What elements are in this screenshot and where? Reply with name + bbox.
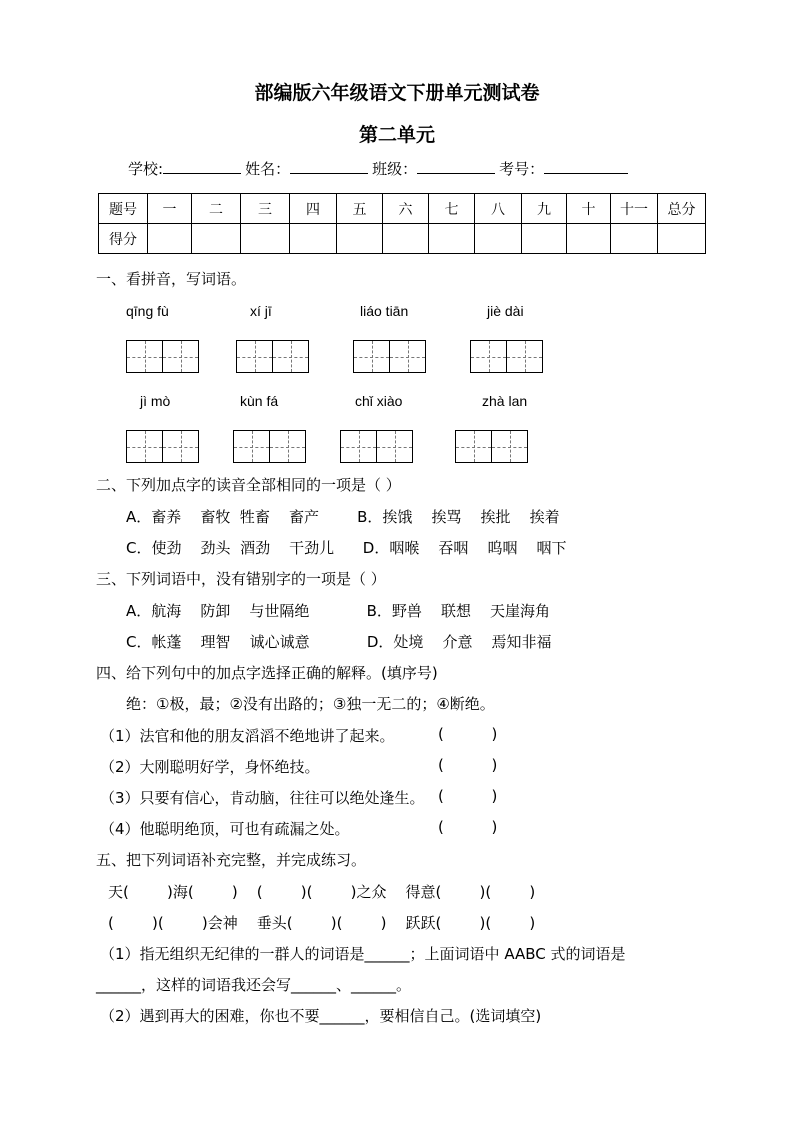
score-header-cell: 三 [241, 194, 290, 224]
writing-grid[interactable] [455, 430, 527, 463]
pinyin-label: zhà lan [482, 393, 528, 409]
pinyin-label: qīng fù [126, 303, 169, 319]
score-header-label: 题号 [99, 194, 148, 224]
q5-sub1-line1: （1）指无组织无纪律的一群人的词语是______；上面词语中 AABC 式的词语是 [100, 945, 626, 963]
writing-grid[interactable] [470, 340, 542, 373]
student-info-line [128, 158, 632, 179]
tian-grid-cell[interactable] [491, 430, 528, 463]
q5-sub2: （2）遇到再大的困难，你也不要______，要相信自己。(选词填空) [100, 1007, 542, 1025]
tian-grid-cell[interactable] [269, 430, 306, 463]
score-cell [567, 224, 611, 254]
q2-options-ab: A．畜养 畜牧 牲畜 畜产 B．挨饿 挨骂 挨批 挨着 [126, 508, 560, 526]
score-header-cell: 十一 [611, 194, 658, 224]
name-blank [290, 159, 368, 174]
pinyin-label: jì mò [140, 393, 171, 409]
pinyin-label: chǐ xiào [355, 393, 403, 409]
writing-grid[interactable] [353, 340, 425, 373]
writing-grid[interactable] [236, 340, 308, 373]
q2-options-cd: C．使劲 劲头 酒劲 干劲儿 D．咽喉 吞咽 呜咽 咽下 [126, 539, 567, 557]
tian-grid-cell[interactable] [389, 340, 426, 373]
q1-heading: 一、看拼音，写词语。 [96, 270, 247, 288]
q5-idiom-row-2: ( )( )会神 垂头( )( ) 跃跃( )( ) [108, 914, 536, 932]
tian-grid-cell[interactable] [272, 340, 309, 373]
tian-grid-cell[interactable] [236, 340, 273, 373]
exam-no-blank [544, 159, 628, 174]
writing-grid[interactable] [126, 340, 198, 373]
q4-item-4: （4）他聪明绝顶，可也有疏漏之处。 [100, 820, 350, 838]
score-table [98, 193, 706, 254]
score-header-cell: 二 [192, 194, 241, 224]
page-title: 部编版六年级语文下册单元测试卷 [254, 82, 540, 104]
score-header-cell: 九 [522, 194, 567, 224]
pinyin-label: jiè dài [487, 303, 524, 319]
school-label: 学校: [128, 160, 164, 178]
tian-grid-cell[interactable] [506, 340, 543, 373]
q3-options-ab: A．航海 防卸 与世隔绝 B．野兽 联想 天崖海角 [126, 602, 551, 620]
q5-idiom-row-1: 天( )海( ) ( )( )之众 得意( )( ) [108, 883, 536, 901]
score-cell [475, 224, 522, 254]
tian-grid-cell[interactable] [455, 430, 492, 463]
tian-grid-cell[interactable] [376, 430, 413, 463]
score-cell [611, 224, 658, 254]
q5-heading: 五、把下列词语补充完整，并完成练习。 [96, 851, 367, 869]
score-value-row [99, 224, 706, 254]
score-row-label: 得分 [99, 224, 148, 254]
writing-grid[interactable] [233, 430, 305, 463]
q4-answer-paren-1: ( ) [438, 725, 498, 743]
q4-answer-paren-3: ( ) [438, 787, 498, 805]
name-label: 姓名： [245, 160, 291, 178]
tian-grid-cell[interactable] [162, 430, 199, 463]
q3-heading: 三、下列词语中，没有错别字的一项是（ ） [96, 570, 386, 588]
q3-options-cd: C．帐蓬 理智 诚心诚意 D．处境 介意 焉知非福 [126, 633, 552, 651]
score-cell [148, 224, 192, 254]
q4-item-3: （3）只要有信心，肯动脑，往往可以绝处逢生。 [100, 789, 425, 807]
q4-item-1: （1）法官和他的朋友滔滔不绝地讲了起来。 [100, 727, 395, 745]
tian-grid-cell[interactable] [126, 340, 163, 373]
q4-heading: 四、给下列句中的加点字选择正确的解释。(填序号) [96, 664, 438, 682]
tian-grid-cell[interactable] [233, 430, 270, 463]
score-header-cell: 一 [148, 194, 192, 224]
tian-grid-cell[interactable] [126, 430, 163, 463]
pinyin-label: liáo tiān [360, 303, 409, 319]
score-cell [337, 224, 383, 254]
class-label: 班级： [372, 160, 418, 178]
score-header-cell: 总分 [658, 194, 706, 224]
score-header-cell: 七 [429, 194, 475, 224]
writing-grid[interactable] [340, 430, 412, 463]
q4-answer-paren-2: ( ) [438, 756, 498, 774]
pinyin-label: kùn fá [240, 393, 279, 409]
q2-heading: 二、下列加点字的读音全部相同的一项是（ ） [96, 476, 401, 494]
tian-grid-cell[interactable] [470, 340, 507, 373]
score-header-cell: 六 [383, 194, 429, 224]
score-header-cell: 八 [475, 194, 522, 224]
exam-no-label: 考号： [499, 160, 545, 178]
score-cell [429, 224, 475, 254]
score-cell [241, 224, 290, 254]
school-blank [163, 159, 241, 174]
score-cell [658, 224, 706, 254]
q4-answer-paren-4: ( ) [438, 818, 498, 836]
score-header-cell: 四 [290, 194, 337, 224]
class-blank [417, 159, 495, 174]
score-cell [290, 224, 337, 254]
q4-definition: 绝：①极，最；②没有出路的；③独一无二的；④断绝。 [126, 695, 495, 713]
tian-grid-cell[interactable] [340, 430, 377, 463]
score-header-cell: 十 [567, 194, 611, 224]
score-cell [522, 224, 567, 254]
score-header-cell: 五 [337, 194, 383, 224]
pinyin-label: xí jī [250, 303, 272, 319]
score-cell [192, 224, 241, 254]
writing-grid[interactable] [126, 430, 198, 463]
q5-sub1-line2: ______，这样的词语我还会写______、______。 [96, 976, 412, 994]
tian-grid-cell[interactable] [353, 340, 390, 373]
q4-item-2: （2）大刚聪明好学，身怀绝技。 [100, 758, 320, 776]
score-cell [383, 224, 429, 254]
tian-grid-cell[interactable] [162, 340, 199, 373]
score-header-row [99, 194, 706, 224]
page-subtitle: 第二单元 [358, 124, 435, 146]
